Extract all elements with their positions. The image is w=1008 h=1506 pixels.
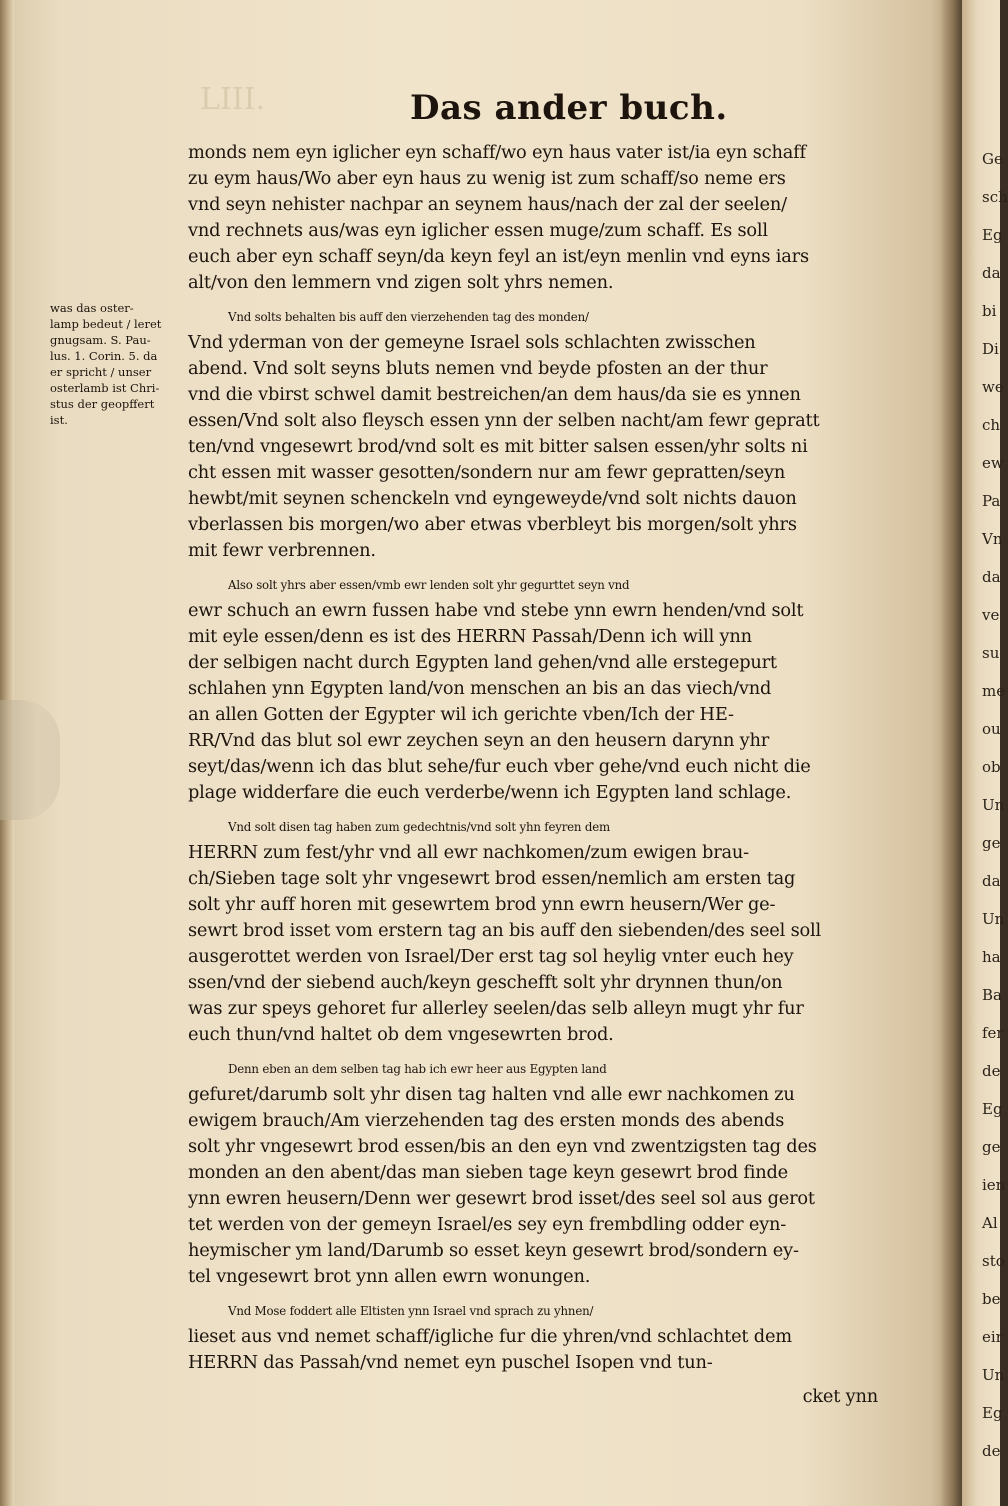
facing-fragment: ge: [982, 1138, 1001, 1156]
paragraph: [188, 140, 888, 296]
facing-fragment: Ge: [982, 150, 1003, 168]
facing-fragment: sto: [982, 1252, 1005, 1270]
facing-fragment: de: [982, 1442, 1001, 1460]
catchword: cket ynn: [802, 1386, 878, 1407]
text-line: ewr schuch an ewrn fussen habe vnd stebe ynn ewrn henden/vnd solt: [188, 600, 804, 621]
paragraph: [188, 814, 888, 1048]
facing-fragment: ob: [982, 758, 1001, 776]
text-line: heymischer ym land/Darumb so esset keyn gesewrt brod/sondern ey-: [188, 1240, 799, 1261]
text-line: euch aber eyn schaff seyn/da keyn feyl an ist/eyn menlin vnd eyns iars: [188, 246, 809, 267]
text-line: ewigem brauch/Am vierzehenden tag des ersten monds des abends: [188, 1110, 785, 1131]
margin-note-line: er spricht / unser: [50, 365, 152, 379]
paragraph: [188, 1298, 888, 1376]
margin-note: [50, 300, 200, 428]
facing-fragment: su: [982, 644, 1000, 662]
facing-fragment: Eg: [982, 1404, 1003, 1422]
facing-fragment: ve: [982, 606, 1000, 624]
text-line: HERRN zum fest/yhr vnd all ewr nachkomen/zum ewigen brau-: [188, 842, 749, 863]
facing-fragment: ien: [982, 1176, 1006, 1194]
text-line: lieset aus vnd nemet schaff/igliche fur die yhren/vnd schlachtet dem: [188, 1326, 792, 1347]
text-line: seyt/das/wenn ich das blut sehe/fur euch vber gehe/vnd euch nicht die: [188, 756, 811, 777]
text-line: gefuret/darumb solt yhr disen tag halten vnd alle ewr nachkomen zu: [188, 1084, 795, 1105]
text-line: Vnd yderman von der gemeyne Israel sols schlachten zwisschen: [188, 332, 756, 353]
text-line: ssen/vnd der siebend auch/keyn geschefft solt yhr drynnen thun/on: [188, 972, 783, 993]
text-line: plage widderfare die euch verderbe/wenn ich Egypten land schlage.: [188, 782, 792, 803]
facing-fragment: be: [982, 1290, 1001, 1308]
facing-fragment: Un: [982, 1366, 1005, 1384]
facing-fragment: Un: [982, 796, 1005, 814]
text-line: der selbigen nacht durch Egypten land gehen/vnd alle erstegepurt: [188, 652, 777, 673]
facing-fragment: Ba: [982, 986, 1002, 1004]
text-line: alt/von den lemmern vnd zigen solt yhrs nemen.: [188, 272, 614, 293]
margin-note-line: lamp bedeut / leret: [50, 317, 162, 331]
text-line: Vnd Mose foddert alle Eltisten ynn Israel vnd sprach zu yhnen/: [228, 1304, 594, 1318]
facing-fragment: da: [982, 872, 1001, 890]
facing-fragment: eir: [982, 1328, 1003, 1346]
facing-fragment: Un: [982, 910, 1005, 928]
facing-fragment: Di: [982, 340, 999, 358]
text-line: cht essen mit wasser gesotten/sondern nur am fewr gepratten/seyn: [188, 462, 786, 483]
running-header: Das ander buch.: [410, 88, 728, 128]
facing-fragment: Vn: [982, 530, 1003, 548]
facing-fragment: me: [982, 682, 1006, 700]
text-line: tel vngesewrt brot ynn allen ewrn wonungen.: [188, 1266, 591, 1287]
facing-fragment: Al: [982, 1214, 998, 1232]
facing-fragment: ou: [982, 720, 1001, 738]
facing-fragment: de: [982, 1062, 1001, 1080]
text-line: vnd rechnets aus/was eyn iglicher essen muge/zum schaff. Es soll: [188, 220, 768, 241]
facing-fragment: fer: [982, 1024, 1004, 1042]
facing-fragment: sch: [982, 188, 1008, 206]
text-line: Vnd solts behalten bis auff den vierzehenden tag des monden/: [228, 310, 589, 324]
text-line: ten/vnd vngesewrt brod/vnd solt es mit bitter salsen essen/yhr solts ni: [188, 436, 808, 457]
text-line: mit eyle essen/denn es ist des HERRN Passah/Denn ich will ynn: [188, 626, 752, 647]
facing-fragment: ch: [982, 416, 1001, 434]
facing-fragment: ha: [982, 948, 1001, 966]
text-line: was zur speys gehoret fur allerley seelen/das selb alleyn mugt yhr fur: [188, 998, 804, 1019]
text-line: vberlassen bis morgen/wo aber etwas vberbleyt bis morgen/solt yhrs: [188, 514, 797, 535]
text-line: solt yhr vngesewrt brod essen/bis an den eyn vnd zwentzigsten tag des: [188, 1136, 817, 1157]
margin-note-line: osterlamb ist Chri-: [50, 381, 160, 395]
facing-fragment: Eg: [982, 226, 1003, 244]
text-line: Also solt yhrs aber essen/vmb ewr lenden solt yhr gegurttet seyn vnd: [228, 578, 630, 592]
facing-page-edge: [962, 0, 1008, 1506]
facing-fragment: we: [982, 378, 1004, 396]
facing-fragment: Pa: [982, 492, 1001, 510]
facing-fragment: bi: [982, 302, 997, 320]
text-line: essen/Vnd solt also fleysch essen ynn der selben nacht/am fewr gepratt: [188, 410, 820, 431]
text-line: ausgerottet werden von Israel/Der erst tag sol heylig vnter euch hey: [188, 946, 794, 967]
margin-note-line: ist.: [50, 413, 68, 427]
text-line: Denn eben an dem selben tag hab ich ewr heer aus Egypten land: [228, 1062, 607, 1076]
book-spine: [940, 0, 962, 1506]
text-line: ynn ewren heusern/Denn wer gesewrt brod isset/des seel sol aus gerot: [188, 1188, 815, 1209]
text-line: HERRN das Passah/vnd nemet eyn puschel Isopen vnd tun-: [188, 1352, 713, 1373]
text-line: vnd die vbirst schwel damit bestreichen/an dem haus/da sie es ynnen: [188, 384, 801, 405]
facing-fragment: da: [982, 568, 1001, 586]
margin-note-line: gnugsam. S. Pau-: [50, 333, 151, 347]
text-line: monds nem eyn iglicher eyn schaff/wo eyn haus vater ist/ia eyn schaff: [188, 142, 806, 163]
margin-note-line: stus der geopffert: [50, 397, 155, 411]
text-line: hewbt/mit seynen schenckeln vnd eyngeweyde/vnd solt nichts dauon: [188, 488, 797, 509]
text-line: ch/Sieben tage solt yhr vngesewrt brod essen/nemlich am ersten tag: [188, 868, 796, 889]
facing-fragment: Eg: [982, 1100, 1003, 1118]
text-line: mit fewr verbrennen.: [188, 540, 376, 561]
main-text: [188, 140, 888, 1410]
text-line: zu eym haus/Wo aber eyn haus zu wenig ist zum schaff/so neme ers: [188, 168, 786, 189]
text-line: monden an den abent/das man sieben tage keyn gesewrt brod finde: [188, 1162, 788, 1183]
margin-note-line: was das oster-: [50, 301, 134, 315]
text-line: sewrt brod isset vom erstern tag an bis auff den siebenden/des seel soll: [188, 920, 821, 941]
facing-fragment: da: [982, 264, 1001, 282]
text-line: RR/Vnd das blut sol ewr zeychen seyn an den heusern darynn yhr: [188, 730, 770, 751]
text-line: tet werden von der gemeyn Israel/es sey eyn frembdling odder eyn-: [188, 1214, 787, 1235]
paragraph: [188, 1056, 888, 1290]
page-clip: [0, 700, 60, 820]
text-line: Vnd solt disen tag haben zum gedechtnis/vnd solt yhn feyren dem: [228, 820, 610, 834]
margin-note-line: lus. 1. Corin. 5. da: [50, 349, 158, 363]
paragraph: [188, 572, 888, 806]
paragraph: [188, 304, 888, 564]
facing-fragment: ge: [982, 834, 1001, 852]
text-line: an allen Gotten der Egypter wil ich gerichte vben/Ich der HE-: [188, 704, 734, 725]
text-line: euch thun/vnd haltet ob dem vngesewrten brod.: [188, 1024, 614, 1045]
ghost-folio: LIII.: [200, 82, 266, 117]
text-line: schlahen ynn Egypten land/von menschen an bis an das viech/vnd: [188, 678, 772, 699]
text-line: abend. Vnd solt seyns bluts nemen vnd beyde pfosten an der thur: [188, 358, 768, 379]
text-line: vnd seyn nehister nachpar an seynem haus/nach der zal der seelen/: [188, 194, 787, 215]
text-line: solt yhr auff horen mit gesewrtem brod ynn ewrn heusern/Wer ge-: [188, 894, 776, 915]
facing-fragment: ew: [982, 454, 1004, 472]
